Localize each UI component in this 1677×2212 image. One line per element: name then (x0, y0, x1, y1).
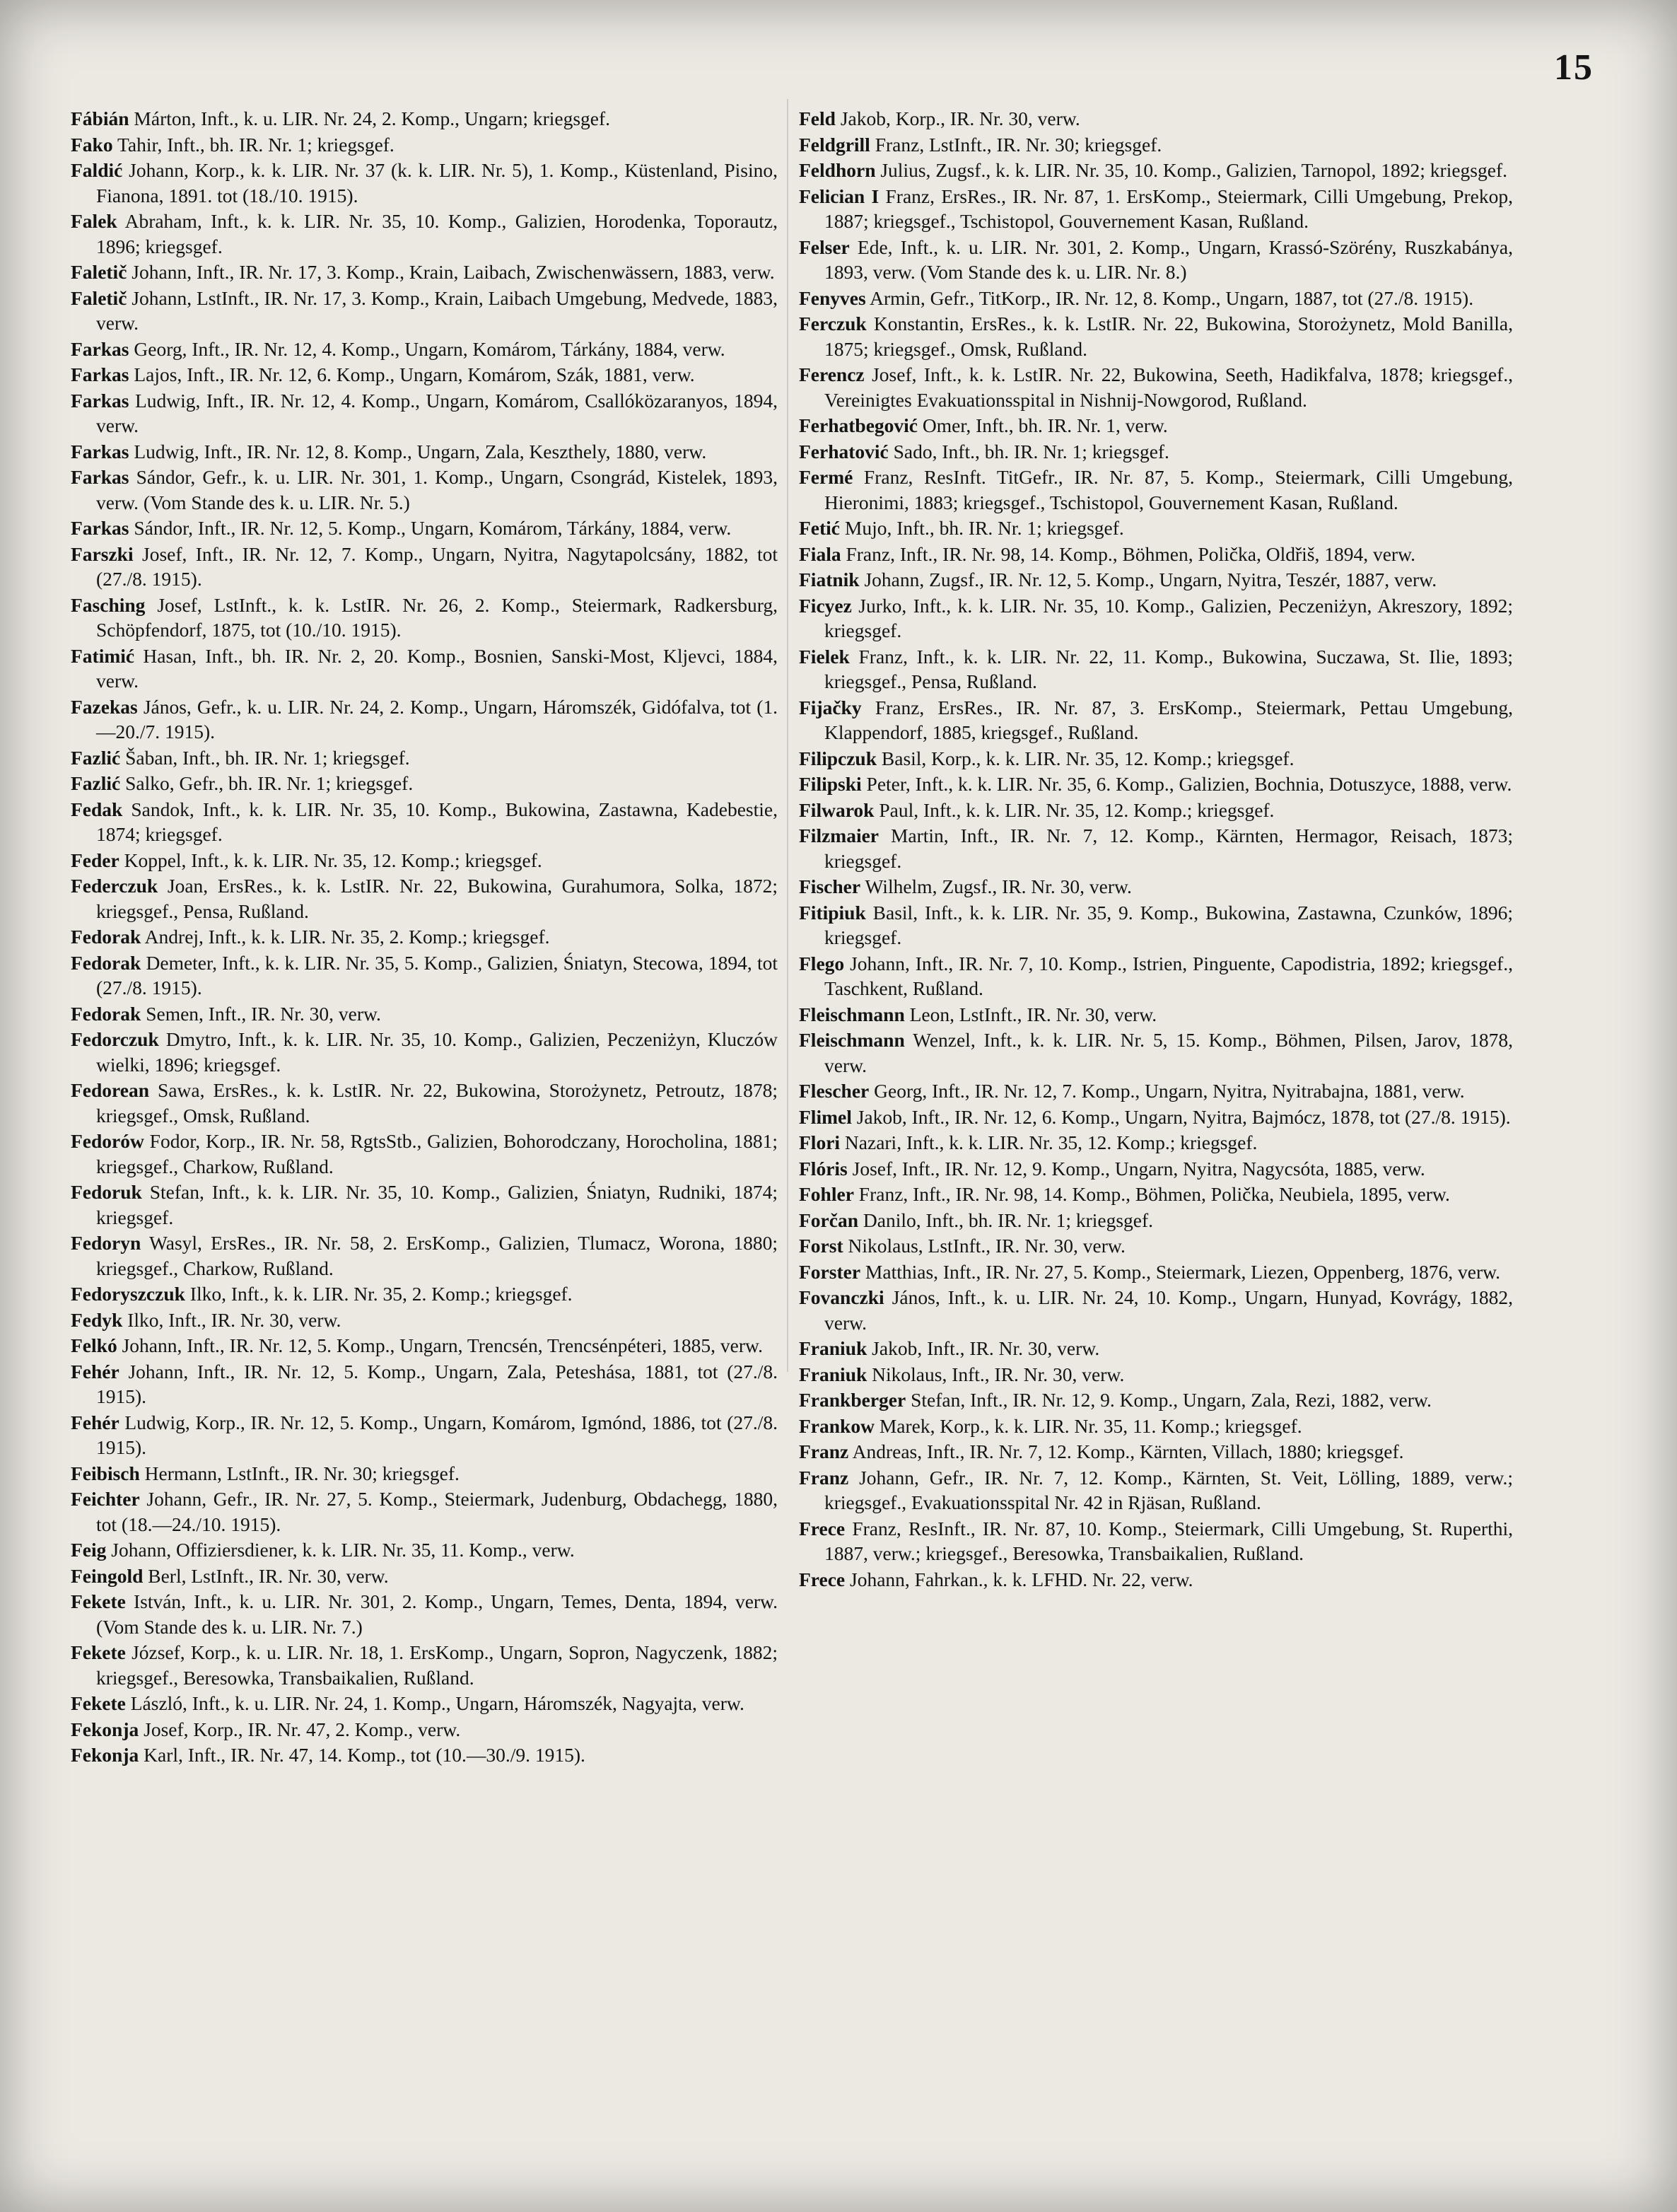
entry-details: Dmytro, Inft., k. k. LIR. Nr. 35, 10. Komp., Galizien, Peczeniżyn, Kluczów wielki, 1896; kriegsgef. (96, 1028, 778, 1076)
entry-details: Ilko, Inft., IR. Nr. 30, verw. (127, 1308, 341, 1331)
entry-details: Wasyl, ErsRes., IR. Nr. 58, 2. ErsKomp., Galizien, Tlumacz, Worona, 1880; kriegsgef., Charkow, Rußland. (96, 1232, 778, 1279)
column-divider (787, 99, 788, 1372)
list-entry (71, 1027, 778, 1077)
entry-details: Josef, Inft., k. k. LstIR. Nr. 22, Bukowina, Seeth, Hadikfalva, 1878; kriegsgef., Vereinigtes Evakuationsspital in Nishnij-Nowgorod, Rußland. (824, 363, 1513, 411)
entry-details: Leon, LstInft., IR. Nr. 30, verw. (909, 1003, 1157, 1025)
entry-details: Ede, Inft., k. u. LIR. Nr. 301, 2. Komp., Ungarn, Krassó-Szörény, Ruszkabánya, 1893, verw. (Vom Stande des k. u. LIR. Nr. 8.) (824, 235, 1514, 283)
list-entry (71, 1410, 778, 1460)
entry-surname: Fedoruk (71, 1181, 142, 1203)
entry-surname: Fekete (71, 1692, 126, 1714)
entry-details: Basil, Korp., k. k. LIR. Nr. 35, 12. Komp.; kriegsgef. (881, 747, 1295, 769)
entry-surname: Franiuk (799, 1337, 867, 1359)
list-entry (71, 924, 778, 950)
entry-surname: Frankberger (799, 1389, 906, 1411)
entry-details: Stefan, Inft., k. k. LIR. Nr. 35, 10. Komp., Galizien, Śniatyn, Rudniki, 1874; kriegsgef. (96, 1181, 778, 1228)
list-entry (799, 593, 1513, 644)
entry-details: Franz, Inft., IR. Nr. 98, 14. Komp., Böhmen, Polička, Oldřiš, 1894, verw. (846, 542, 1416, 565)
entry-surname: Frece (799, 1517, 846, 1539)
entry-details: Stefan, Inft., IR. Nr. 12, 9. Komp., Ungarn, Zala, Rezi, 1882, verw. (911, 1389, 1432, 1411)
entry-details: Johann, Fahrkan., k. k. LFHD. Nr. 22, verw. (850, 1568, 1193, 1590)
entry-surname: Filzmaier (799, 825, 879, 846)
entry-details: Sado, Inft., bh. IR. Nr. 1; kriegsgef. (893, 440, 1169, 462)
entry-surname: Frankow (799, 1414, 875, 1437)
entry-details: Lajos, Inft., IR. Nr. 12, 6. Komp., Ungarn, Komárom, Szák, 1881, verw. (134, 363, 695, 385)
list-entry (799, 465, 1513, 515)
entry-surname: Fleischmann (799, 1003, 905, 1025)
entry-details: Márton, Inft., k. u. LIR. Nr. 24, 2. Komp., Ungarn; kriegsgef. (134, 107, 611, 129)
entry-details: Sándor, Inft., IR. Nr. 12, 5. Komp., Ungarn, Komárom, Tárkány, 1884, verw. (134, 517, 732, 539)
entry-details: Jurko, Inft., k. k. LIR. Nr. 35, 10. Komp., Galizien, Peczeniżyn, Akreszory, 1892; kriegsgef. (824, 594, 1513, 641)
entry-details: Wenzel, Inft., k. k. LIR. Nr. 5, 15. Komp., Böhmen, Pilsen, Jarov, 1878, verw. (824, 1029, 1513, 1076)
entry-surname: Franz (799, 1466, 849, 1489)
entry-surname: Fedorak (71, 926, 141, 948)
entry-surname: Feldhorn (799, 159, 876, 181)
entry-details: Johann, Inft., IR. Nr. 12, 5. Komp., Ungarn, Zala, Peteshása, 1881, tot (27./8. 1915). (96, 1360, 778, 1407)
entry-details: Berl, LstInft., IR. Nr. 30, verw. (148, 1564, 389, 1587)
entry-surname: Faletič (71, 261, 127, 283)
list-entry (71, 209, 778, 259)
list-entry (71, 286, 778, 336)
entry-surname: Farkas (71, 363, 129, 385)
entry-surname: Fatimić (71, 644, 135, 667)
list-entry (71, 388, 778, 438)
entry-surname: Flego (799, 952, 845, 974)
list-entry (71, 1717, 778, 1742)
entry-surname: Fischer (799, 875, 861, 897)
entry-details: Martin, Inft., IR. Nr. 7, 12. Komp., Kärnten, Hermagor, Reisach, 1873; kriegsgef. (824, 825, 1513, 872)
list-entry (71, 158, 778, 208)
entry-details: Danilo, Inft., bh. IR. Nr. 1; kriegsgef. (863, 1209, 1154, 1231)
entry-surname: Felician I (799, 185, 880, 207)
entry-surname: Fekonja (71, 1718, 139, 1740)
entry-details: Johann, Offiziersdiener, k. k. LIR. Nr. 35, 11. Komp., verw. (111, 1539, 575, 1561)
list-entry (71, 694, 778, 745)
entry-details: Paul, Inft., k. k. LIR. Nr. 35, 12. Komp.; kriegsgef. (879, 798, 1275, 821)
list-entry (799, 158, 1513, 183)
entry-details: Ilko, Inft., k. k. LIR. Nr. 35, 2. Komp.; kriegsgef. (189, 1283, 573, 1305)
entry-surname: Ficyez (799, 594, 852, 617)
list-entry (71, 465, 778, 515)
list-entry (71, 1486, 778, 1537)
entry-surname: Feder (71, 849, 119, 871)
entry-details: Johann, Zugsf., IR. Nr. 12, 5. Komp., Ungarn, Nyitra, Teszér, 1887, verw. (864, 569, 1437, 590)
entry-details: Johann, Gefr., IR. Nr. 27, 5. Komp., Steiermark, Judenburg, Obdachegg, 1880, tot (18.—24./10. 1915). (96, 1488, 778, 1535)
entry-surname: Fetić (799, 517, 841, 539)
list-entry (799, 1182, 1513, 1207)
list-entry (799, 311, 1513, 361)
list-entry (71, 1691, 778, 1716)
entry-surname: Fijačky (799, 696, 862, 718)
list-entry (799, 1465, 1513, 1515)
entry-surname: Fekete (71, 1590, 126, 1612)
entry-surname: Forster (799, 1260, 861, 1283)
list-entry (799, 823, 1513, 873)
list-entry (71, 1640, 778, 1690)
list-entry (799, 439, 1513, 465)
entry-details: Josef, Inft., IR. Nr. 12, 9. Komp., Ungarn, Nyitra, Nagycsóta, 1885, verw. (852, 1157, 1425, 1180)
list-entry (71, 1742, 778, 1768)
entry-surname: Feingold (71, 1564, 144, 1587)
entry-details: Armin, Gefr., TitKorp., IR. Nr. 12, 8. Komp., Ungarn, 1887, tot (27./8. 1915). (870, 286, 1474, 309)
list-entry (799, 106, 1513, 132)
list-entry (799, 235, 1513, 285)
entry-details: Johann, Inft., IR. Nr. 12, 5. Komp., Ungarn, Trencsén, Trencsénpéteri, 1885, verw. (122, 1334, 763, 1356)
entry-details: Konstantin, ErsRes., k. k. LstIR. Nr. 22, Bukowina, Storożynetz, Mold Banilla, 1875; kriegsgef., Omsk, Rußland. (824, 313, 1514, 360)
list-entry (799, 1336, 1513, 1361)
entry-surname: Fekonja (71, 1744, 139, 1766)
list-entry (799, 798, 1513, 823)
list-entry (71, 873, 778, 924)
entry-details: Fodor, Korp., IR. Nr. 58, RgtsStb., Galizien, Bohorodczany, Horocholina, 1881; kriegsgef., Charkow, Rußland. (96, 1130, 778, 1177)
entry-details: Julius, Zugsf., k. k. LIR. Nr. 35, 10. Komp., Galizien, Tarnopol, 1892; kriegsgef. (880, 159, 1507, 181)
entry-details: Jakob, Korp., IR. Nr. 30, verw. (840, 107, 1080, 129)
entry-details: Franz, LstInft., IR. Nr. 30; kriegsgef. (875, 133, 1162, 156)
entry-surname: Federczuk (71, 875, 158, 897)
entry-surname: Flescher (799, 1080, 870, 1102)
list-entry (71, 1078, 778, 1128)
entry-details: Johann, Inft., IR. Nr. 17, 3. Komp., Krain, Laibach, Zwischenwässern, 1883, verw. (132, 261, 775, 283)
entry-details: Omer, Inft., bh. IR. Nr. 1, verw. (922, 414, 1168, 436)
list-entry (71, 1308, 778, 1333)
list-entry (799, 1259, 1513, 1285)
entry-surname: Farkas (71, 440, 129, 462)
list-entry (71, 106, 778, 132)
list-entry (799, 695, 1513, 745)
entry-surname: Felser (799, 235, 850, 258)
entry-details: Peter, Inft., k. k. LIR. Nr. 35, 6. Komp., Galizien, Bochnia, Dotuszyce, 1888, verw. (866, 773, 1512, 795)
left-column (71, 106, 778, 1769)
entry-surname: Fasching (71, 593, 146, 616)
entry-surname: Falek (71, 210, 117, 232)
list-entry (71, 593, 778, 643)
entry-surname: Ferczuk (799, 313, 867, 334)
entry-details: Karl, Inft., IR. Nr. 47, 14. Komp., tot (10.—30./9. 1915). (144, 1744, 585, 1766)
list-entry (799, 286, 1513, 311)
entry-surname: Franz (799, 1440, 849, 1462)
entry-details: János, Gefr., k. u. LIR. Nr. 24, 2. Komp., Ungarn, Háromszék, Gidófalva, tot (1.—20./7. 1915). (96, 695, 778, 743)
entry-details: János, Inft., k. u. LIR. Nr. 24, 10. Komp., Ungarn, Hunyad, Kovrágy, 1882, verw. (824, 1286, 1514, 1334)
entry-surname: Fábián (71, 107, 129, 129)
entry-details: István, Inft., k. u. LIR. Nr. 301, 2. Komp., Ungarn, Temes, Denta, 1894, verw. (Vom Stande des k. u. LIR. Nr. 7.) (96, 1590, 778, 1638)
entry-surname: Flóris (799, 1157, 848, 1180)
page-number: 15 (1554, 47, 1594, 88)
list-entry (799, 1156, 1513, 1182)
entry-surname: Filipczuk (799, 747, 877, 769)
list-entry (799, 1105, 1513, 1130)
list-entry (71, 362, 778, 388)
list-entry (71, 260, 778, 285)
list-entry (71, 1180, 778, 1230)
entry-surname: Faletič (71, 286, 127, 309)
list-entry (799, 542, 1513, 567)
entry-surname: Franiuk (799, 1363, 867, 1385)
list-entry (799, 1567, 1513, 1593)
list-entry (71, 771, 778, 796)
entry-details: Hermann, LstInft., IR. Nr. 30; kriegsgef. (144, 1462, 460, 1484)
entry-surname: Ferencz (799, 363, 865, 385)
entry-surname: Fovanczki (799, 1286, 884, 1308)
entry-surname: Fedorak (71, 1002, 141, 1025)
list-entry (71, 516, 778, 541)
list-entry (71, 1564, 778, 1589)
list-entry (71, 542, 778, 592)
entry-details: Franz, ErsRes., IR. Nr. 87, 3. ErsKomp., Steiermark, Pettau Umgebung, Klappendorf, 1885, kriegsgef., Rußland. (824, 696, 1513, 743)
entry-details: Johann, LstInft., IR. Nr. 17, 3. Komp., Krain, Laibach Umgebung, Medvede, 1883, verw. (96, 286, 778, 334)
list-entry (71, 848, 778, 873)
entry-surname: Filwarok (799, 798, 875, 821)
entry-details: Marek, Korp., k. k. LIR. Nr. 35, 11. Komp.; kriegsgef. (879, 1414, 1302, 1437)
entry-surname: Fedorczuk (71, 1028, 159, 1050)
entry-surname: Forčan (799, 1209, 859, 1231)
entry-details: Basil, Inft., k. k. LIR. Nr. 35, 9. Komp., Bukowina, Zastawna, Czunków, 1896; kriegsgef. (824, 901, 1513, 948)
entry-surname: Fiala (799, 542, 841, 565)
list-entry (799, 746, 1513, 772)
list-entry (799, 1439, 1513, 1465)
entry-surname: Fako (71, 133, 113, 156)
list-entry (71, 1001, 778, 1027)
list-entry (799, 951, 1513, 1001)
list-entry (71, 1281, 778, 1307)
entry-surname: Fedoryn (71, 1232, 141, 1254)
entry-surname: Fohler (799, 1183, 854, 1205)
list-entry (799, 644, 1513, 694)
entry-details: László, Inft., k. u. LIR. Nr. 24, 1. Komp., Ungarn, Háromszék, Nagyajta, verw. (130, 1692, 744, 1714)
list-entry (799, 132, 1513, 158)
entry-surname: Fenyves (799, 286, 866, 309)
list-entry (71, 1359, 778, 1409)
list-entry (799, 1387, 1513, 1413)
entry-details: Josef, Korp., IR. Nr. 47, 2. Komp., verw. (144, 1718, 461, 1740)
list-entry (71, 1230, 778, 1281)
entry-details: Semen, Inft., IR. Nr. 30, verw. (146, 1002, 381, 1025)
list-entry (71, 337, 778, 362)
list-entry (71, 1461, 778, 1486)
entry-details: Nazari, Inft., k. k. LIR. Nr. 35, 12. Komp.; kriegsgef. (844, 1131, 1258, 1153)
entry-details: Mujo, Inft., bh. IR. Nr. 1; kriegsgef. (844, 517, 1124, 539)
list-entry (799, 1414, 1513, 1439)
entry-surname: Fedorak (71, 951, 141, 974)
entry-surname: Fedak (71, 798, 123, 820)
entry-surname: Farszki (71, 542, 134, 565)
entry-surname: Fleischmann (799, 1029, 905, 1051)
list-entry (799, 1233, 1513, 1259)
entry-surname: Faldić (71, 159, 123, 181)
entry-details: Tahir, Inft., bh. IR. Nr. 1; kriegsgef. (117, 133, 395, 156)
list-entry (799, 874, 1513, 900)
entry-surname: Farkas (71, 337, 129, 360)
entry-details: Nikolaus, Inft., IR. Nr. 30, verw. (872, 1363, 1125, 1385)
entry-surname: Fazlić (71, 772, 121, 794)
list-entry (799, 900, 1513, 950)
entry-surname: Farkas (71, 466, 129, 488)
entry-details: Salko, Gefr., bh. IR. Nr. 1; kriegsgef. (125, 772, 414, 794)
entry-surname: Ferhatbegović (799, 414, 918, 436)
entry-details: Wilhelm, Zugsf., IR. Nr. 30, verw. (865, 875, 1132, 897)
list-entry (799, 516, 1513, 541)
entry-details: Franz, ResInft. TitGefr., IR. Nr. 87, 5. Komp., Steiermark, Cilli Umgebung, Hieronimi, 1883; kriegsgef., Tschistopol, Gouvernement Kasan, Rußland. (824, 466, 1513, 513)
list-entry (799, 1208, 1513, 1233)
list-entry (799, 1285, 1513, 1335)
list-entry (71, 132, 778, 158)
entry-details: Demeter, Inft., k. k. LIR. Nr. 35, 5. Komp., Galizien, Śniatyn, Stecowa, 1894, tot (27./8. 1915). (96, 951, 778, 999)
entry-surname: Farkas (71, 389, 129, 412)
list-entry (799, 1130, 1513, 1156)
entry-surname: Filipski (799, 773, 862, 795)
entry-details: Franz, ResInft., IR. Nr. 87, 10. Komp., Steiermark, Cilli Umgebung, St. Ruperthi, 1887, verw.; kriegsgef., Beresowka, Transbaikalien, Rußland. (824, 1517, 1513, 1564)
entry-surname: Feldgrill (799, 133, 870, 156)
entry-details: Hasan, Inft., bh. IR. Nr. 2, 20. Komp., Bosnien, Sanski-Most, Kljevci, 1884, verw. (96, 644, 778, 692)
entry-surname: Feibisch (71, 1462, 140, 1484)
entry-surname: Fedorów (71, 1130, 144, 1152)
entry-details: Johann, Inft., IR. Nr. 7, 10. Komp., Istrien, Pinguente, Capodistria, 1892; kriegsgef., Taschkent, Rußland. (824, 952, 1513, 999)
entry-surname: Fekete (71, 1641, 126, 1663)
entry-surname: Fehér (71, 1411, 119, 1433)
entry-surname: Fazekas (71, 695, 138, 718)
list-entry (799, 362, 1513, 412)
entry-surname: Feichter (71, 1488, 140, 1510)
list-entry (799, 1362, 1513, 1387)
list-entry (71, 1333, 778, 1358)
entry-surname: Fehér (71, 1360, 119, 1382)
list-entry (71, 644, 778, 694)
list-entry (71, 950, 778, 1001)
entry-surname: Fermé (799, 466, 853, 488)
entry-surname: Feld (799, 107, 836, 129)
entry-details: Ludwig, Inft., IR. Nr. 12, 8. Komp., Ungarn, Zala, Keszthely, 1880, verw. (134, 440, 707, 462)
entry-details: Ludwig, Inft., IR. Nr. 12, 4. Komp., Ungarn, Komárom, Csallóközaranyos, 1894, verw. (96, 389, 778, 436)
list-entry (799, 772, 1513, 797)
entry-surname: Felkó (71, 1334, 117, 1356)
entry-details: Joan, ErsRes., k. k. LstIR. Nr. 22, Bukowina, Gurahumora, Solka, 1872; kriegsgef., Pensa, Rußland. (96, 875, 778, 922)
list-entry (71, 1129, 778, 1179)
list-entry (799, 1028, 1513, 1078)
entry-surname: Fielek (799, 645, 850, 668)
entry-surname: Fiatnik (799, 569, 860, 590)
entry-surname: Fedyk (71, 1308, 123, 1331)
entry-details: Abraham, Inft., k. k. LIR. Nr. 35, 10. Komp., Galizien, Horodenka, Toporautz, 1896; kriegsgef. (96, 210, 778, 257)
entry-surname: Fitipiuk (799, 901, 866, 924)
entry-surname: Farkas (71, 517, 129, 539)
entry-details: Georg, Inft., IR. Nr. 12, 7. Komp., Ungarn, Nyitra, Nyitrabajna, 1881, verw. (874, 1080, 1465, 1102)
entry-surname: Fedorean (71, 1079, 150, 1101)
entry-surname: Flori (799, 1131, 841, 1153)
list-entry (71, 745, 778, 771)
list-entry (71, 1537, 778, 1563)
entry-details: József, Korp., k. u. LIR. Nr. 18, 1. ErsKomp., Ungarn, Sopron, Nagyczenk, 1882; kriegsgef., Beresowka, Transbaikalien, Rußland. (96, 1641, 778, 1689)
list-entry (71, 797, 778, 847)
entry-details: Sándor, Gefr., k. u. LIR. Nr. 301, 1. Komp., Ungarn, Csongrád, Kistelek, 1893, verw. (Vom Stande des k. u. LIR. Nr. 5.) (96, 466, 778, 513)
list-entry (799, 413, 1513, 438)
entry-surname: Fedoryszczuk (71, 1283, 185, 1305)
list-entry (71, 1589, 778, 1639)
entry-details: Johann, Gefr., IR. Nr. 7, 12. Komp., Kärnten, St. Veit, Lölling, 1889, verw.; kriegsgef., Evakuationsspital Nr. 42 in Rjäsan, Rußland. (824, 1466, 1514, 1513)
entry-details: Jakob, Inft., IR. Nr. 12, 6. Komp., Ungarn, Nyitra, Bajmócz, 1878, tot (27./8. 1915). (856, 1105, 1511, 1128)
entry-details: Sawa, ErsRes., k. k. LstIR. Nr. 22, Bukowina, Storożynetz, Petroutz, 1878; kriegsgef., Omsk, Rußland. (96, 1079, 778, 1127)
entry-details: Franz, Inft., IR. Nr. 98, 14. Komp., Böhmen, Polička, Neubiela, 1895, verw. (858, 1183, 1450, 1205)
entry-details: Andreas, Inft., IR. Nr. 7, 12. Komp., Kärnten, Villach, 1880; kriegsgef. (852, 1440, 1404, 1462)
list-entry (799, 1002, 1513, 1028)
list-entry (799, 1078, 1513, 1104)
list-entry (799, 1516, 1513, 1566)
entry-surname: Fazlić (71, 746, 121, 769)
entry-details: Matthias, Inft., IR. Nr. 27, 5. Komp., Steiermark, Liezen, Oppenberg, 1876, verw. (865, 1260, 1501, 1283)
entry-details: Ludwig, Korp., IR. Nr. 12, 5. Komp., Ungarn, Komárom, Igmónd, 1886, tot (27./8. 1915). (96, 1411, 778, 1458)
entry-details: Sandok, Inft., k. k. LIR. Nr. 35, 10. Komp., Bukowina, Zastawna, Kadebestie, 1874; kriegsgef. (96, 798, 778, 845)
entry-details: Johann, Korp., k. k. LIR. Nr. 37 (k. k. LIR. Nr. 5), 1. Komp., Küstenland, Pisino, Fianona, 1891. tot (18./10. 1915). (96, 159, 778, 206)
entry-details: Georg, Inft., IR. Nr. 12, 4. Komp., Ungarn, Komárom, Tárkány, 1884, verw. (134, 337, 725, 360)
entry-surname: Forst (799, 1235, 843, 1257)
entry-surname: Flimel (799, 1105, 852, 1128)
entry-details: Josef, LstInft., k. k. LstIR. Nr. 26, 2. Komp., Steiermark, Radkersburg, Schöpfendorf, 1875, tot (10./10. 1915). (96, 593, 778, 641)
list-entry (71, 439, 778, 465)
right-column (799, 106, 1513, 1593)
entry-surname: Ferhatović (799, 440, 889, 462)
list-entry (799, 567, 1513, 593)
entry-details: Franz, ErsRes., IR. Nr. 87, 1. ErsKomp., Steiermark, Cilli Umgebung, Prekop, 1887; kriegsgef., Tschistopol, Gouvernement Kasan, Rußland. (824, 185, 1513, 232)
list-entry (799, 184, 1513, 234)
entry-details: Josef, Inft., IR. Nr. 12, 7. Komp., Ungarn, Nyitra, Nagytapolcsány, 1882, tot (27./8. 1915). (96, 542, 778, 590)
entry-details: Nikolaus, LstInft., IR. Nr. 30, verw. (848, 1235, 1126, 1257)
entry-details: Franz, Inft., k. k. LIR. Nr. 22, 11. Komp., Bukowina, Suczawa, St. Ilie, 1893; kriegsgef., Pensa, Rußland. (824, 645, 1514, 692)
entry-details: Šaban, Inft., bh. IR. Nr. 1; kriegsgef. (125, 746, 410, 769)
entry-details: Koppel, Inft., k. k. LIR. Nr. 35, 12. Komp.; kriegsgef. (124, 849, 542, 871)
entry-details: Andrej, Inft., k. k. LIR. Nr. 35, 2. Komp.; kriegsgef. (144, 926, 550, 948)
entry-surname: Feig (71, 1539, 107, 1561)
entry-details: Jakob, Inft., IR. Nr. 30, verw. (872, 1337, 1100, 1359)
entry-surname: Frece (799, 1568, 846, 1590)
